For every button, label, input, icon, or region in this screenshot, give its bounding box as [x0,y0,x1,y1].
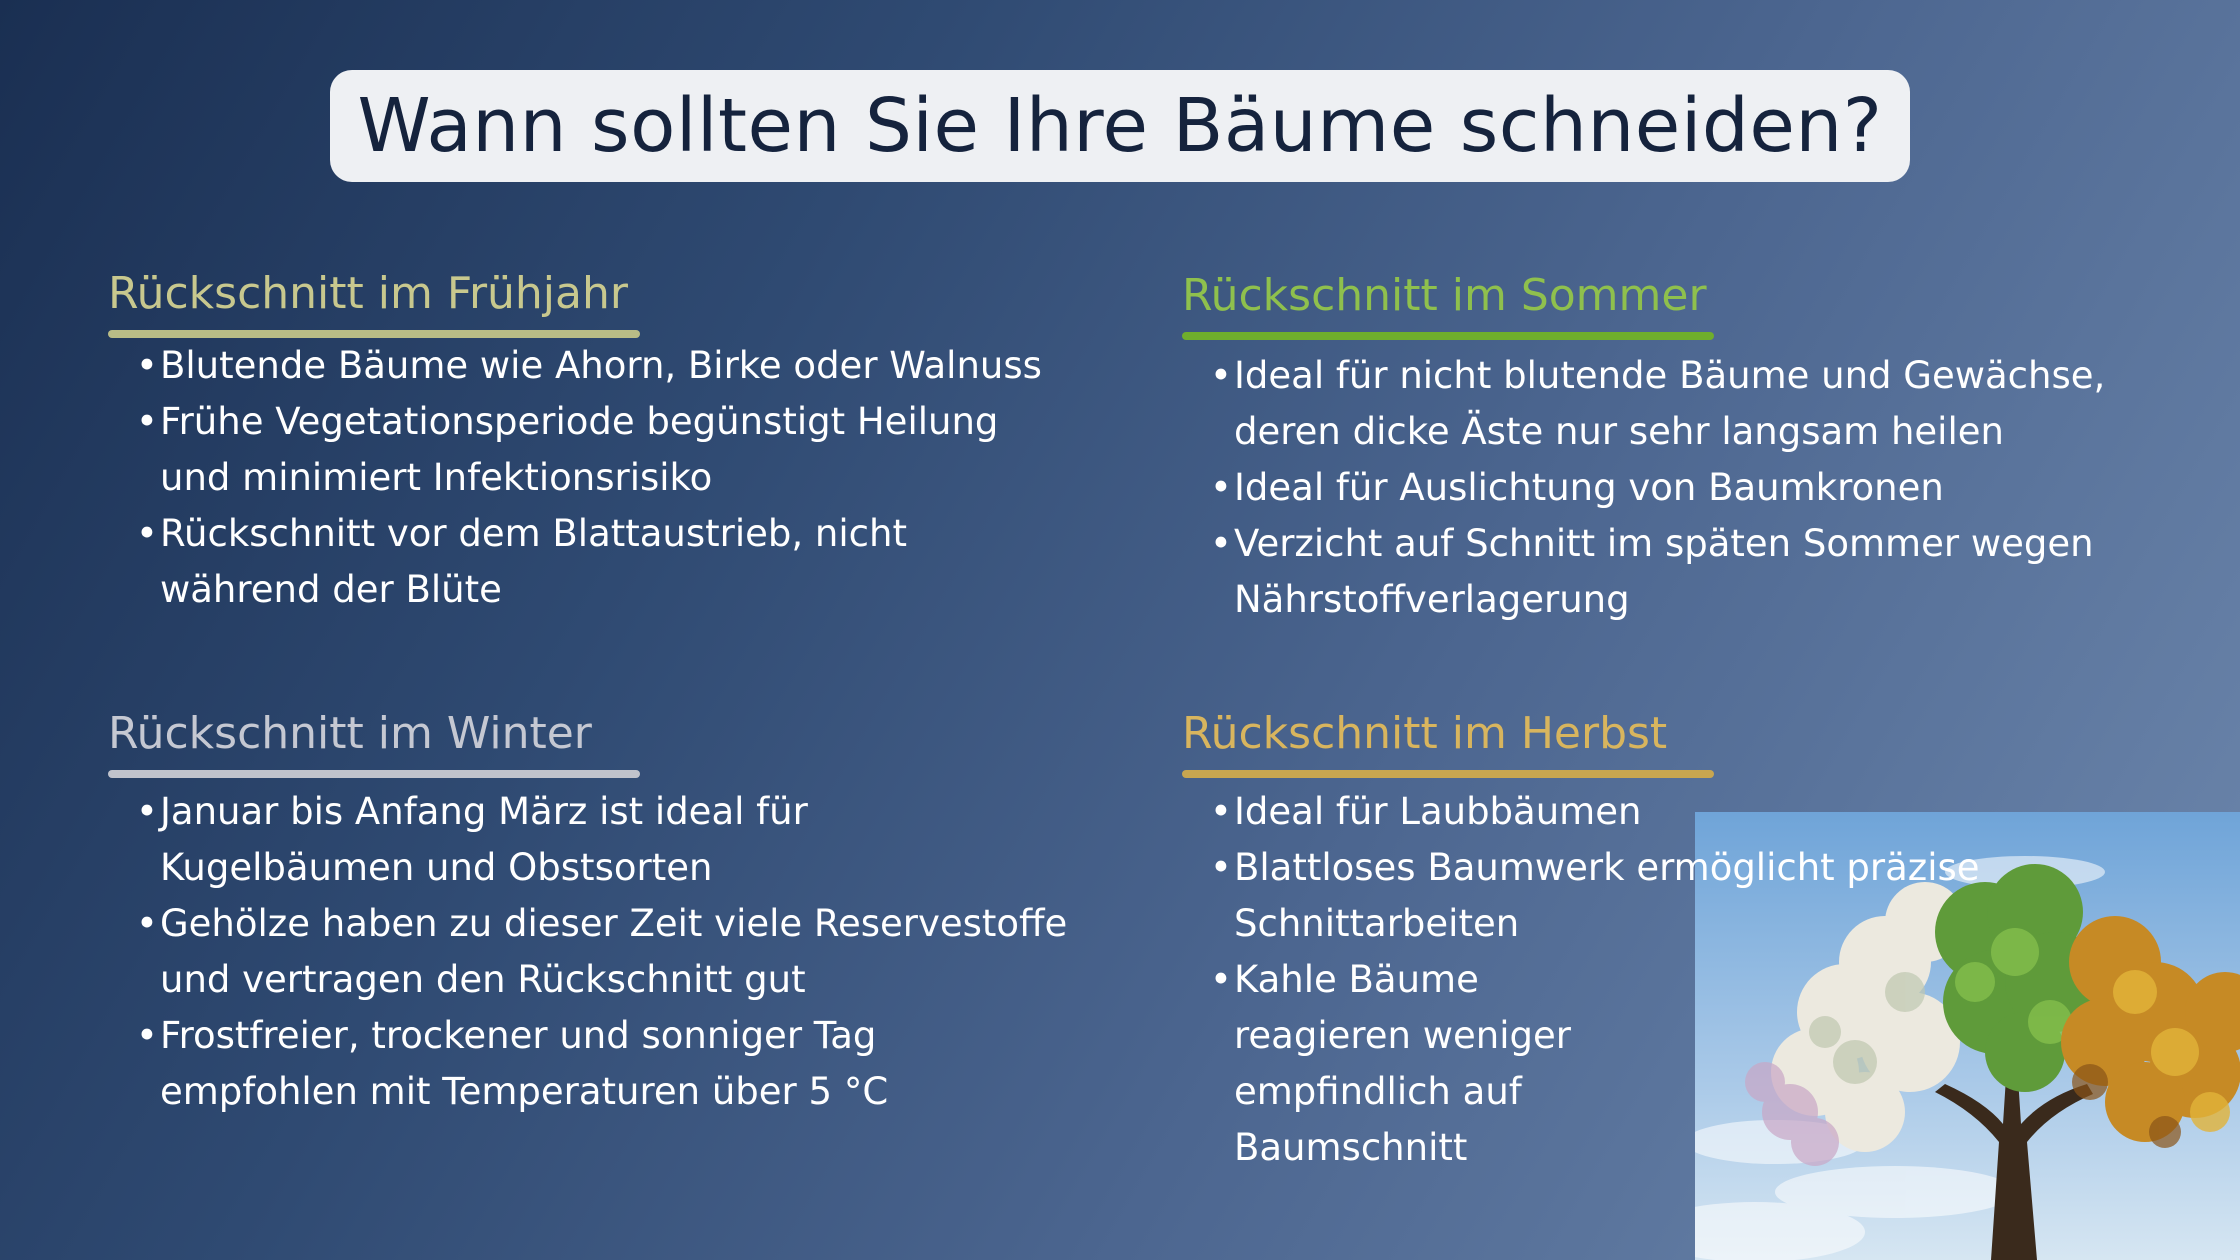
list-item: • Gehölze haben zu dieser Zeit viele Reservestoffe und vertragen den Rückschnitt gut [108,896,1068,1008]
bullet-icon: • [136,790,158,833]
bullet-list-winter [108,784,1068,1120]
list-item: • Kahle Bäume reagieren weniger empfindlich auf Baumschnitt [1182,952,1664,1176]
section-autumn [1182,706,2052,1176]
bullet-icon: • [136,902,158,945]
list-item: • Ideal für Laubbäumen [1182,784,2052,840]
list-item: • Rückschnitt vor dem Blattaustrieb, nicht während der Blüte [108,506,1068,618]
section-heading-summer: Rückschnitt im Sommer [1182,270,1707,321]
bullet-icon: • [1210,958,1232,1001]
list-item: • Januar bis Anfang März ist ideal für Kugelbäumen und Obstsorten [108,784,1068,896]
list-item: • Frühe Vegetationsperiode begünstigt Heilung und minimiert Infektionsrisiko [108,394,1068,506]
list-item: • Blattloses Baumwerk ermöglicht präzise Schnittarbeiten [1182,840,2052,952]
bullet-icon: • [1210,790,1232,833]
bullet-icon: • [136,512,158,555]
list-item: • Verzicht auf Schnitt im späten Sommer wegen Nährstoffverlagerung [1182,516,2192,628]
list-item: • Ideal für Auslichtung von Baumkronen [1182,460,2192,516]
list-item: • Frostfreier, trockener und sonniger Tag empfohlen mit Temperaturen über 5 °C [108,1008,1068,1120]
heading-underline-winter [108,770,640,778]
page-title: Wann sollten Sie Ihre Bäume schneiden? [357,83,1883,169]
bullet-icon: • [1210,466,1232,509]
section-spring [108,266,1068,618]
bullet-list-autumn [1182,784,2052,1176]
heading-underline-autumn [1182,770,1714,778]
bullet-icon: • [136,344,158,387]
bullet-list-spring [108,338,1068,618]
bullet-icon: • [136,1014,158,1057]
section-summer [1182,268,2192,628]
bullet-icon: • [1210,846,1232,889]
list-item: • Ideal für nicht blutende Bäume und Gewächse, deren dicke Äste nur sehr langsam heilen [1182,348,2192,460]
bullet-icon: • [136,400,158,443]
section-winter [108,706,1068,1120]
title-box [330,70,1910,182]
section-heading-spring: Rückschnitt im Frühjahr [108,268,628,319]
heading-underline-summer [1182,332,1714,340]
bullet-icon: • [1210,354,1232,397]
heading-underline-spring [108,330,640,338]
bullet-list-summer [1182,348,2192,628]
list-item: • Blutende Bäume wie Ahorn, Birke oder Walnuss [108,338,1068,394]
bullet-icon: • [1210,522,1232,565]
section-heading-autumn: Rückschnitt im Herbst [1182,708,1668,759]
section-heading-winter: Rückschnitt im Winter [108,708,592,759]
